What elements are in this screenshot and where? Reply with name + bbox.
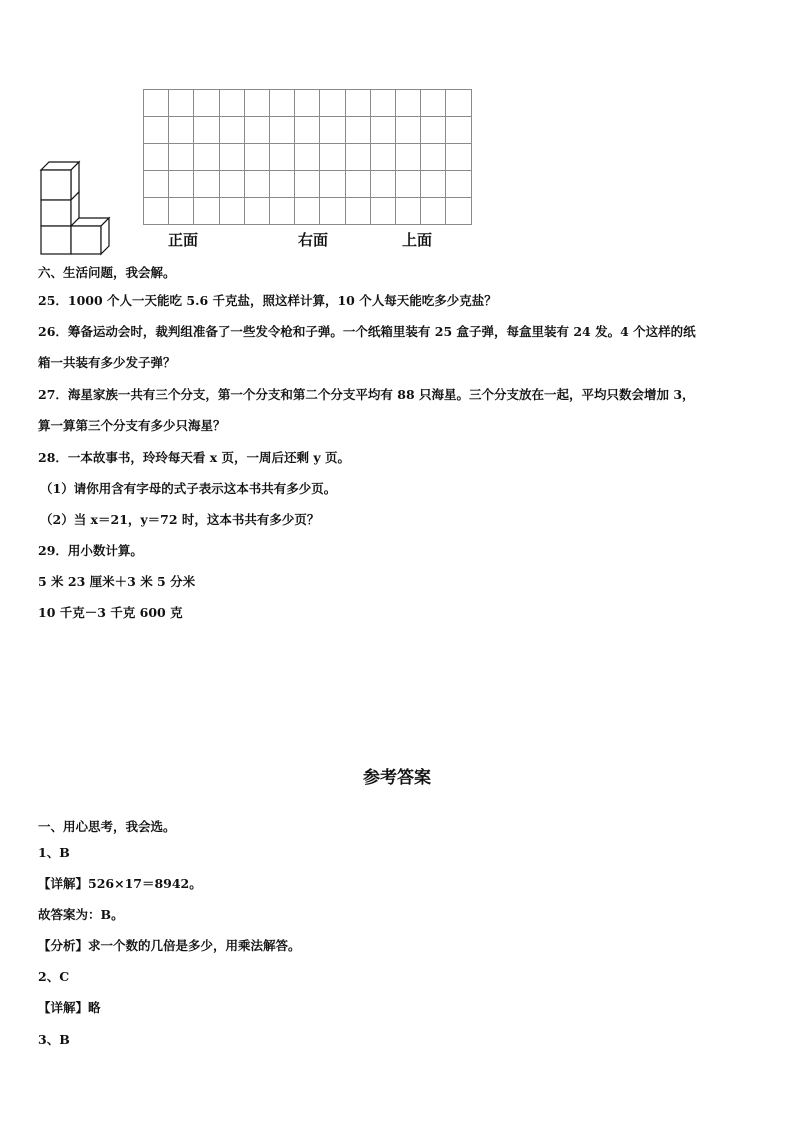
question-line: 26．筹备运动会时，裁判组准备了一些发令枪和子弹。一个纸箱里装有 25 盒子弹，每盒里装有 24 发。4 个这样的纸	[38, 324, 696, 339]
question-line: 29．用小数计算。	[38, 543, 143, 558]
grid-cell	[193, 89, 219, 117]
grid-cell	[219, 170, 245, 198]
grid-cell	[143, 143, 169, 171]
grid-cell	[294, 170, 320, 198]
grid-cell	[420, 89, 446, 117]
grid-cell	[269, 143, 295, 171]
grid-cell	[294, 116, 320, 144]
grid-cell	[193, 143, 219, 171]
grid-cell	[370, 89, 396, 117]
grid-cell	[219, 89, 245, 117]
grid-cell	[269, 197, 295, 225]
grid-cell	[395, 170, 421, 198]
answer-line: 1、B	[38, 845, 70, 860]
grid-cell	[294, 143, 320, 171]
grid-cell	[370, 170, 396, 198]
grid-cell	[445, 89, 471, 117]
grid-cell	[395, 89, 421, 117]
grid-cell	[168, 170, 194, 198]
grid-cell	[445, 170, 471, 198]
grid-cell	[219, 197, 245, 225]
grid-cell	[395, 116, 421, 144]
grid-cell	[319, 116, 345, 144]
top-view-label: 上面	[402, 231, 433, 249]
grid-cell	[193, 116, 219, 144]
answer-line: 【详解】略	[38, 1000, 101, 1015]
question-line: 箱一共装有多少发子弹？	[38, 355, 176, 370]
grid-cell	[294, 89, 320, 117]
grid-cell	[319, 143, 345, 171]
grid-cell	[168, 143, 194, 171]
cube-stack-figure	[38, 160, 112, 256]
grid-cell	[168, 89, 194, 117]
grid-cell	[219, 116, 245, 144]
grid-cell	[395, 143, 421, 171]
grid-cell	[269, 170, 295, 198]
grid-cell	[445, 197, 471, 225]
grid-cell	[395, 197, 421, 225]
section-heading: 六、生活问题，我会解。	[38, 265, 176, 280]
grid-cell	[445, 116, 471, 144]
grid-cell	[193, 170, 219, 198]
answer-line: 2、C	[38, 969, 70, 984]
grid-cell	[143, 170, 169, 198]
question-line: 28．一本故事书，玲玲每天看 x 页，一周后还剩 y 页。	[38, 450, 351, 465]
grid-cell	[370, 143, 396, 171]
grid-cell	[294, 197, 320, 225]
grid-cell	[370, 197, 396, 225]
answer-line: 一、用心思考，我会选。	[38, 819, 176, 834]
grid-cell	[345, 143, 371, 171]
grid-cell	[319, 170, 345, 198]
grid-cell	[168, 197, 194, 225]
grid-cell	[168, 116, 194, 144]
grid-cell	[345, 170, 371, 198]
grid-cell	[143, 89, 169, 117]
grid-cell	[345, 89, 371, 117]
question-line: （1）请你用含有字母的式子表示这本书共有多少页。	[40, 481, 337, 496]
answer-line: 故答案为：B。	[38, 907, 124, 922]
grid-cell	[143, 116, 169, 144]
question-line: 25．1000 个人一天能吃 5.6 千克盐，照这样计算，10 个人每天能吃多少克盐？	[38, 293, 497, 308]
grid-cell	[244, 197, 270, 225]
grid-cell	[219, 143, 245, 171]
grid-cell	[143, 197, 169, 225]
question-line: 10 千克－3 千克 600 克	[38, 605, 183, 620]
question-line: 5 米 23 厘米＋3 米 5 分米	[38, 574, 196, 589]
grid-cell	[193, 197, 219, 225]
grid-cell	[345, 116, 371, 144]
grid-cell	[244, 89, 270, 117]
grid-cell	[370, 116, 396, 144]
grid-cell	[319, 89, 345, 117]
grid-cell	[420, 170, 446, 198]
answers-title: 参考答案	[363, 768, 431, 788]
answer-line: 【详解】526×17＝8942。	[38, 876, 202, 891]
grid-cell	[244, 170, 270, 198]
answer-line: 【分析】求一个数的几倍是多少，用乘法解答。	[38, 938, 301, 953]
grid-cell	[244, 143, 270, 171]
grid-cell	[420, 197, 446, 225]
right-view-label: 右面	[298, 231, 329, 249]
grid-cell	[420, 116, 446, 144]
grid-cell	[420, 143, 446, 171]
grid-cell	[345, 197, 371, 225]
question-line: 27．海星家族一共有三个分支，第一个分支和第二个分支平均有 88 只海星。三个分支放在一起，平均只数会增加 3，	[38, 387, 695, 402]
grid-cell	[244, 116, 270, 144]
front-view-label: 正面	[168, 231, 199, 249]
question-line: 算一算第三个分支有多少只海星？	[38, 418, 226, 433]
grid-cell	[319, 197, 345, 225]
grid-cell	[445, 143, 471, 171]
grid-cell	[269, 116, 295, 144]
question-line: （2）当 x＝21，y＝72 时，这本书共有多少页？	[40, 512, 320, 527]
grid-cell	[269, 89, 295, 117]
answer-line: 3、B	[38, 1032, 70, 1047]
